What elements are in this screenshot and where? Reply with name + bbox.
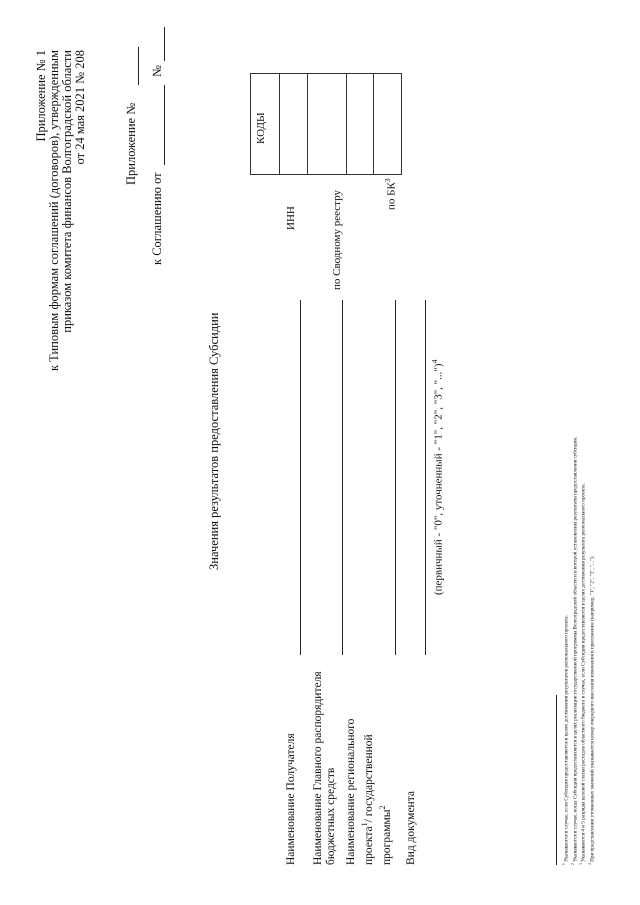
footnote-4: $^4$ При представлении уточненных значений указывается номер очередного внесения изменения в приложение (например, "1", "2", "3", "..."). [588, 555, 596, 865]
field-label-main-manager: Наименование Главного распорядителя бюджетных средств [312, 671, 337, 865]
agreement-date-line [150, 85, 165, 165]
appendix-number [124, 103, 139, 185]
main-manager-fill-line [342, 300, 343, 655]
header-line-2: к Типовым формам соглашений (договоров), утвержденным [47, 50, 61, 372]
codes-row-divider [307, 74, 308, 174]
codes-row-divider [279, 74, 280, 174]
page-title: Значения результатов предоставления Субсидии [207, 312, 221, 570]
doc-type-fill-line [425, 300, 426, 655]
agreement-number-line [150, 27, 165, 61]
code-label-svodny: по Сводному реестру [331, 190, 343, 290]
agreement-line [150, 35, 166, 265]
footnote-rule [556, 695, 557, 865]
project-fill-line [395, 300, 396, 655]
agreement-number-label: № [150, 65, 164, 77]
doc-type-hint: (первичный - "0", уточненный - "1", "2", "3", "...")$^4$ [430, 359, 445, 595]
field-label-recipient: Наименование Получателя [285, 733, 297, 865]
header-block [35, 50, 87, 371]
header-line-4: от 24 мая 2021 № 208 [73, 50, 87, 165]
header-line-1: Приложение № 1 [34, 50, 48, 142]
codes-table [250, 73, 402, 175]
field-label-doc-type: Вид документа [405, 791, 417, 865]
appendix-number-line [124, 47, 139, 85]
footnotes [561, 305, 596, 865]
code-label-inn: ИНН [285, 206, 297, 230]
code-label-bk: по $БК^3$ [383, 178, 398, 210]
agreement-label: к Соглашению от [150, 172, 164, 265]
header-line-3: приказом комитета финансов Волгоградской области [60, 50, 74, 333]
footnote-1: $^1$ Указывается в случае, если Субсидия предоставляется в целях достижения результатов регионального проекта. [562, 615, 570, 865]
appendix-label: Приложение № [124, 102, 138, 185]
footnote-2: $^2$ Указывается в случае, когда Субсидия предоставляется в целях реализации государственной программы Волгоградской области и в которой установлены результаты предоставления субсидии. [570, 436, 579, 865]
codes-row-divider [373, 74, 374, 174]
codes-row-divider [346, 74, 347, 174]
footnote-3: $^3$ Указываются 4 и 5 разряды целевой статьи расходов областного бюджета в случае, если Субсидия предоставляется в целях достижения результата регионального проекта. [579, 483, 588, 865]
recipient-fill-line [300, 300, 301, 655]
field-label-project: Наименование регионального проекта$^1$/ государственной программы$^2$ [345, 718, 393, 865]
codes-header: КОДЫ [255, 112, 267, 144]
